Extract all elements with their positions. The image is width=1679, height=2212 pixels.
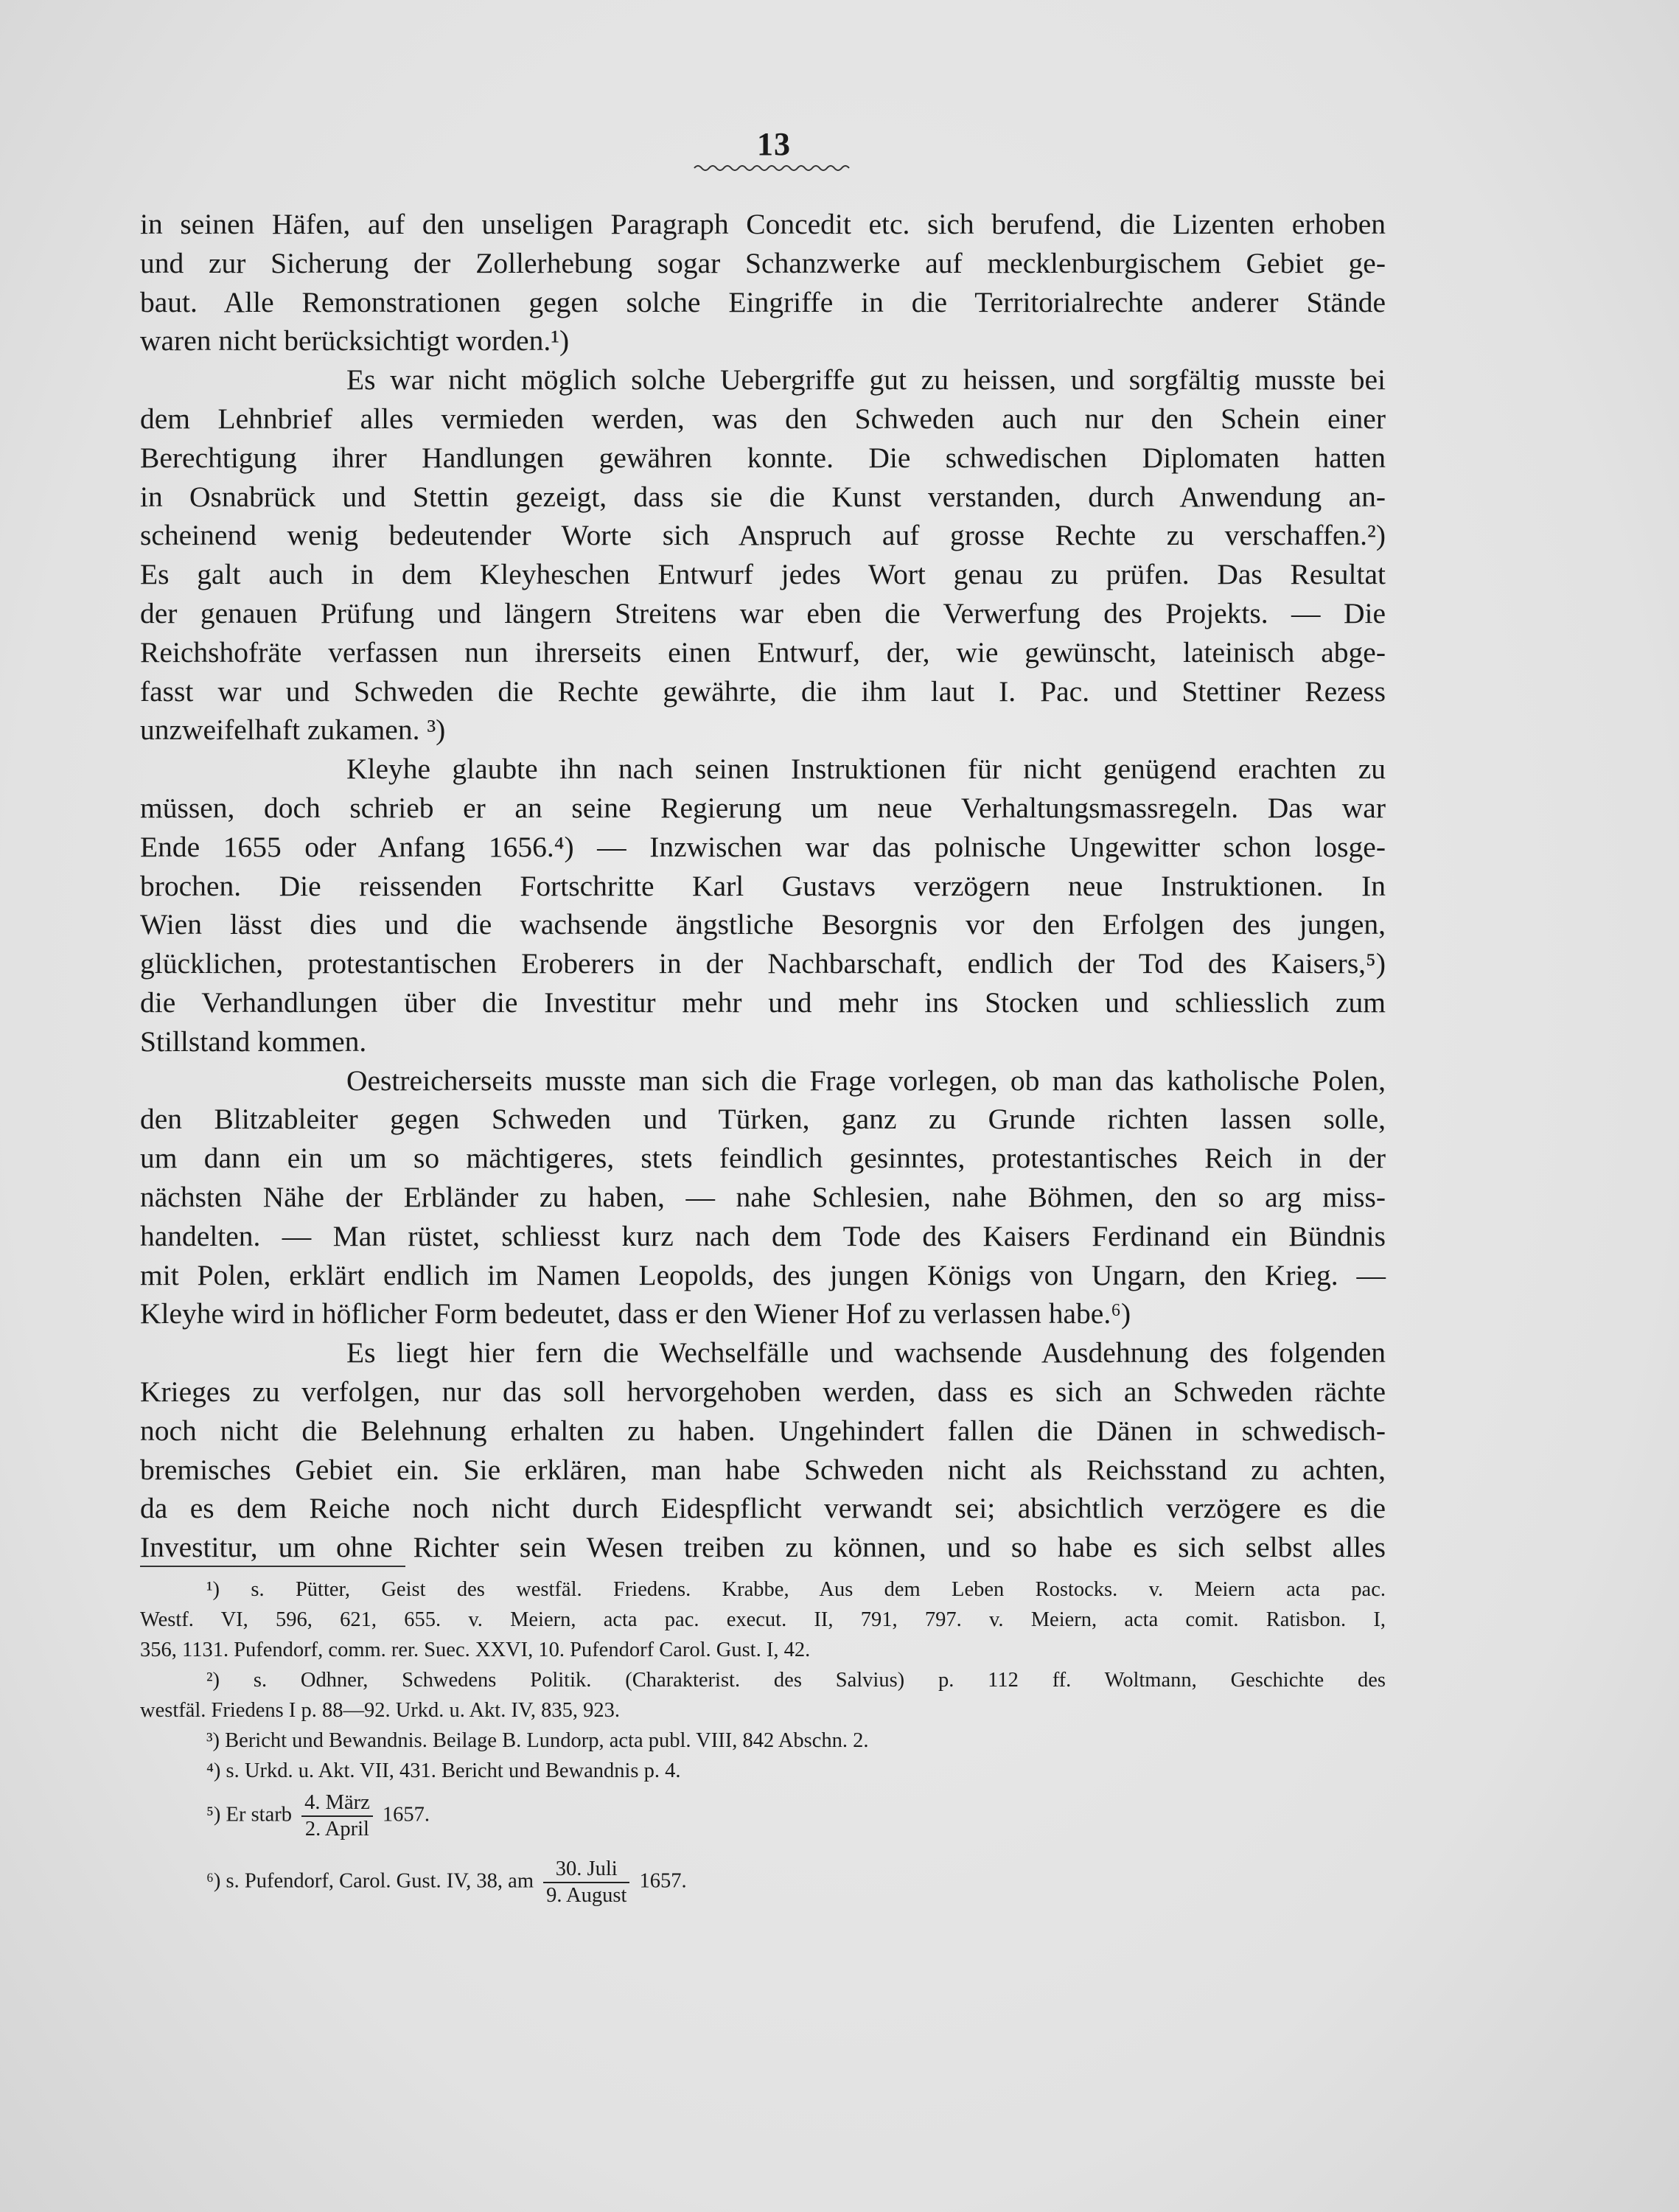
footnote-line: ²) s. Odhner, Schwedens Politik. (Charakterist. des Salvius) p. 112 ff. Woltmann, Geschichte des xyxy=(206,1669,1386,1692)
footnote-line: westfäl. Friedens I p. 88—92. Urkd. u. Akt. IV, 835, 923. xyxy=(140,1699,620,1722)
footnote-4: ⁴) s. Urkd. u. Akt. VII, 431. Bericht und Bewandnis p. 4. xyxy=(206,1759,681,1782)
footnote-5 xyxy=(140,1786,1386,1854)
text-line: Oestreicherseits musste man sich die Frage vorlegen, ob man das katholische Polen, xyxy=(346,1064,1386,1097)
paragraph-2 xyxy=(140,360,1386,750)
text-line: baut. Alle Remonstrationen gegen solche Eingriffe in die Territorialrechte anderer Stände xyxy=(140,285,1386,318)
text-line: in seinen Häfen, auf den unseligen Paragraph Concedit etc. sich berufend, die Lizenten erhoben xyxy=(140,208,1386,240)
text-line: mit Polen, erklärt endlich im Namen Leopolds, des jungen Königs von Ungarn, den Krieg. — xyxy=(140,1258,1386,1291)
text-line: noch nicht die Belehnung erhalten zu haben. Ungehindert fallen die Dänen in schwedisch- xyxy=(140,1414,1386,1447)
footnote-6-suffix: 1657. xyxy=(639,1869,687,1893)
text-line: brochen. Die reissenden Fortschritte Karl Gustavs verzögern neue Instruktionen. In xyxy=(140,869,1386,902)
footnote-5-prefix: ⁵) Er starb xyxy=(206,1803,292,1827)
fraction-numerator: 30. Juli xyxy=(543,1857,629,1883)
text-line: nächsten Nähe der Erbländer zu haben, — nahe Schlesien, nahe Böhmen, den so arg miss- xyxy=(140,1180,1386,1213)
text-line: handelten. — Man rüstet, schliesst kurz nach dem Tode des Kaisers Ferdinand ein Bündnis xyxy=(140,1219,1386,1252)
text-line: scheinend wenig bedeutender Worte sich Anspruch auf grosse Rechte zu verschaffen.²) xyxy=(140,519,1386,552)
paragraph-4 xyxy=(140,1061,1386,1334)
text-line: waren nicht berücksichtigt worden.¹) xyxy=(140,324,570,357)
page-number: 13 xyxy=(757,126,791,162)
text-line: Krieges zu verfolgen, nur das soll hervorgehoben werden, dass es sich an Schweden rächte xyxy=(140,1375,1386,1408)
text-line: Berechtigung ihrer Handlungen gewähren konnte. Die schwedischen Diplomaten hatten xyxy=(140,441,1386,474)
text-line: Reichshofräte verfassen nun ihrerseits einen Entwurf, der, wie gewünscht, lateinisch abge- xyxy=(140,635,1386,669)
page-header xyxy=(663,125,884,173)
fraction-denominator: 2. April xyxy=(304,1818,369,1841)
text-line: glücklichen, protestantischen Eroberers in der Nachbarschaft, endlich der Tod des Kaisers,⁵) xyxy=(140,947,1386,980)
text-line: Kleyhe glaubte ihn nach seinen Instruktionen für nicht genügend erachten zu xyxy=(346,753,1386,786)
text-line: Wien lässt dies und die wachsende ängstliche Besorgnis vor den Erfolgen des jungen, xyxy=(140,908,1386,941)
text-line: den Blitzableiter gegen Schweden und Türken, ganz zu Grunde richten lassen solle, xyxy=(140,1103,1386,1136)
text-line: Investitur, um ohne Richter sein Wesen treiben zu können, und so habe es sich selbst alles xyxy=(140,1531,1386,1564)
text-line: die Verhandlungen über die Investitur mehr und mehr ins Stocken und schliesslich zum xyxy=(140,985,1386,1019)
footnote-5-suffix: 1657. xyxy=(382,1803,430,1827)
text-line: Es galt auch in dem Kleyheschen Entwurf jedes Wort genau zu prüfen. Das Resultat xyxy=(140,558,1386,591)
text-line: Kleyhe wird in höflicher Form bedeutet, dass er den Wiener Hof zu verlassen habe.⁶) xyxy=(140,1297,1131,1330)
footnote-6-prefix: ⁶) s. Pufendorf, Carol. Gust. IV, 38, am xyxy=(206,1869,534,1893)
text-line: müssen, doch schrieb er an seine Regierung um neue Verhaltungsmassregeln. Das war xyxy=(140,791,1386,824)
main-text xyxy=(140,205,1386,1567)
footnote-line: 356, 1131. Pufendorf, comm. rer. Suec. XXVI, 10. Pufendorf Carol. Gust. I, 42. xyxy=(140,1639,811,1661)
footnote-line: ¹) s. Pütter, Geist des westfäl. Friedens. Krabbe, Aus dem Leben Rostocks. v. Meiern acta pac. xyxy=(206,1578,1386,1601)
footnote-line: Westf. VI, 596, 621, 655. v. Meiern, acta pac. execut. II, 791, 797. v. Meiern, acta comit. Ratisbon. I, xyxy=(140,1608,1386,1631)
text-line: Es liegt hier fern die Wechselfälle und wachsende Ausdehnung des folgenden xyxy=(346,1336,1386,1370)
footnotes xyxy=(140,1574,1386,1922)
footnote-6 xyxy=(140,1854,1386,1922)
fraction-numerator: 4. März xyxy=(301,1790,373,1817)
text-line: da es dem Reiche noch nicht durch Eidespflicht verwandt sei; absichtlich verzögere es die xyxy=(140,1492,1386,1525)
text-line: Ende 1655 oder Anfang 1656.⁴) — Inzwischen war das polnische Ungewitter schon losge- xyxy=(140,830,1386,863)
paragraph-3 xyxy=(140,750,1386,1061)
wavy-rule-ornament xyxy=(693,163,855,173)
text-line: Es war nicht möglich solche Uebergriffe gut zu heissen, und sorgfältig musste bei xyxy=(346,363,1386,397)
paragraph-5 xyxy=(140,1333,1386,1567)
fraction-denominator: 9. August xyxy=(546,1884,627,1907)
text-line: in Osnabrück und Stettin gezeigt, dass sie die Kunst verstanden, durch Anwendung an- xyxy=(140,480,1386,513)
text-line: der genauen Prüfung und längern Streitens war eben die Verwerfung des Projekts. — Die xyxy=(140,596,1386,629)
text-line: dem Lehnbrief alles vermieden werden, was den Schweden auch nur den Schein einer xyxy=(140,402,1386,435)
text-line: bremisches Gebiet ein. Sie erklären, man habe Schweden nicht als Reichsstand zu achten, xyxy=(140,1453,1386,1486)
date-fraction xyxy=(543,1857,629,1908)
paragraph-1 xyxy=(140,205,1386,360)
footnote-divider xyxy=(140,1566,405,1567)
text-line: fasst war und Schweden die Rechte gewährte, die ihm laut I. Pac. und Stettiner Rezess xyxy=(140,674,1386,708)
footnote-3: ³) Bericht und Bewandnis. Beilage B. Lundorp, acta publ. VIII, 842 Abschn. 2. xyxy=(206,1729,869,1752)
footnote-2 xyxy=(140,1665,1386,1726)
text-line: um dann ein um so mächtigeres, stets feindlich gesinntes, protestantisches Reich in der xyxy=(140,1142,1386,1175)
text-line: Stillstand kommen. xyxy=(140,1025,367,1058)
date-fraction xyxy=(301,1790,373,1842)
text-line: unzweifelhaft zukamen. ³) xyxy=(140,714,446,747)
text-line: und zur Sicherung der Zollerhebung sogar Schanzwerke auf mecklenburgischem Gebiet ge- xyxy=(140,246,1386,279)
footnote-1 xyxy=(140,1574,1386,1665)
